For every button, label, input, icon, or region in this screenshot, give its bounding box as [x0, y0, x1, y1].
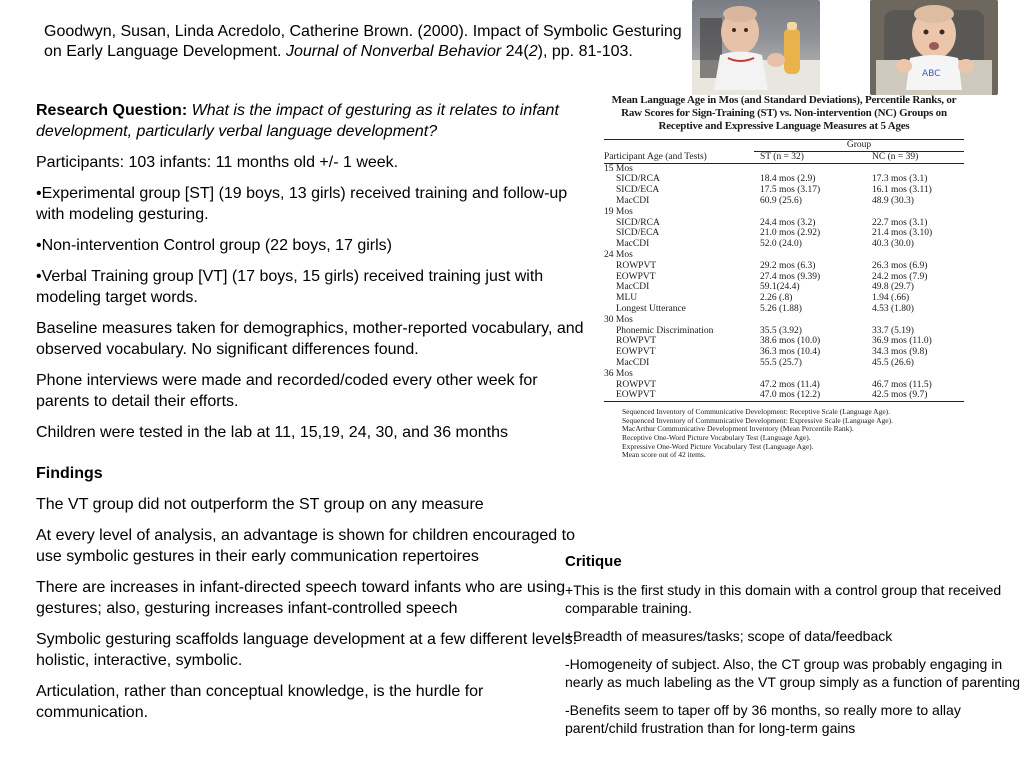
participants-text: Participants: 103 infants: 11 months old +/- 1 week. [36, 154, 399, 171]
nc-value: 45.5 (26.6) [872, 357, 914, 368]
critique-item: -Benefits seem to taper off by 36 months, so really more to allay parent/child frustration than for long-term gains [565, 702, 961, 736]
st-value: 55.5 (25.7) [760, 357, 802, 368]
table-row [604, 282, 964, 293]
table-row [604, 228, 964, 239]
table-row [604, 185, 964, 196]
st-value: 21.0 mos (2.92) [760, 228, 821, 239]
st-value: 5.26 (1.88) [760, 303, 802, 314]
col-header-st: ST (n = 32) [760, 151, 804, 162]
experimental-group-text: •Experimental group [ST] (19 boys, 13 girls) received training and follow-up with modeling gesturing. [36, 185, 568, 223]
measure-label: SICD/ECA [616, 228, 660, 239]
measure-label: EOWPVT [616, 390, 656, 401]
lab-testing-text: Children were tested in the lab at 11, 15,19, 24, 30, and 36 months [36, 424, 509, 441]
st-value: 35.5 (3.92) [760, 325, 802, 336]
st-value [754, 369, 872, 380]
measure-label: MacCDI [616, 195, 650, 206]
table-row [604, 358, 964, 369]
nc-value: 24.2 mos (7.9) [872, 271, 928, 282]
table-row [604, 369, 964, 380]
table-row [604, 347, 964, 358]
photo-infant-drinking [692, 0, 820, 95]
measure-label: Phonemic Discrimination [616, 325, 714, 336]
results-data-table [604, 139, 964, 402]
st-value: 60.9 (25.6) [760, 195, 802, 206]
nc-value: 33.7 (5.19) [872, 325, 914, 336]
table-body [604, 163, 964, 402]
table-row [604, 163, 964, 174]
nc-value: 49.8 (29.7) [872, 282, 914, 293]
footnote: MacArthur Communicative Development Inventory (Mean Percentile Rank). [622, 424, 854, 434]
infant-photo-left [692, 0, 820, 95]
group-header: Group [754, 140, 964, 152]
table-row [604, 390, 964, 401]
nc-value: 1.94 (.66) [872, 293, 910, 304]
research-question [36, 100, 588, 142]
st-value: 47.0 mos (12.2) [760, 390, 821, 401]
measure-label: SICD/RCA [616, 174, 660, 185]
st-value [754, 315, 872, 326]
st-value [754, 250, 872, 261]
research-question-text: What is the impact of gesturing as it relates to infant development, particularly verbal language development? [36, 102, 559, 140]
nc-value: 4.53 (1.80) [872, 303, 914, 314]
footnote: Sequenced Inventory of Communicative Development: Expressive Scale (Language Age). [622, 415, 893, 425]
age-group-label: 36 Mos [604, 368, 633, 379]
nc-value: 42.5 mos (9.7) [872, 390, 928, 401]
nc-value: 22.7 mos (3.1) [872, 217, 928, 228]
table-row [604, 304, 964, 315]
nc-value: 21.4 mos (3.10) [872, 228, 933, 239]
nc-value: 17.3 mos (3.1) [872, 174, 928, 185]
st-value: 27.4 mos (9.39) [760, 271, 821, 282]
col-header-nc: NC (n = 39) [872, 151, 919, 162]
measure-label: MacCDI [616, 282, 650, 293]
st-value: 52.0 (24.0) [760, 239, 802, 250]
nc-value: 16.1 mos (3.11) [872, 185, 932, 196]
st-value [754, 163, 872, 174]
research-question-label: Research Question: [36, 102, 192, 119]
nc-value: 40.3 (30.0) [872, 239, 914, 250]
nc-value: 36.9 mos (11.0) [872, 336, 932, 347]
measure-label: MacCDI [616, 239, 650, 250]
table-row [604, 336, 964, 347]
st-value: 36.3 mos (10.4) [760, 347, 821, 358]
critique-item: +This is the first study in this domain with a control group that received comparable training. [565, 582, 1002, 616]
phone-interviews-text: Phone interviews were made and recorded/coded every other week for parents to detail their efforts. [36, 372, 538, 410]
finding-item: Symbolic gesturing scaffolds language development at a few different levels: holistic, interactive, symbolic. [36, 631, 578, 669]
nc-value [872, 369, 964, 380]
citation-journal: Journal of Nonverbal Behavior [285, 43, 502, 60]
measure-label: MacCDI [616, 357, 650, 368]
age-group-label: 24 Mos [604, 249, 633, 260]
table-row [604, 315, 964, 326]
table-row [604, 272, 964, 283]
table-row [604, 261, 964, 272]
age-group-label: 15 Mos [604, 163, 633, 174]
table-row [604, 218, 964, 229]
table-row [604, 326, 964, 337]
critique-section [565, 553, 1020, 747]
results-table [598, 92, 970, 547]
table-row [604, 380, 964, 391]
measure-label: ROWPVT [616, 336, 657, 347]
st-value: 59.1(24.4) [760, 282, 800, 293]
measure-label: EOWPVT [616, 347, 656, 358]
summary-column [36, 100, 588, 733]
citation [44, 22, 694, 62]
age-group-label: 19 Mos [604, 206, 633, 217]
nc-value [872, 250, 964, 261]
measure-label: MLU [616, 293, 638, 304]
finding-item: At every level of analysis, an advantage is shown for children encouraged to use symbolic gestures in their early communication repertoires [36, 527, 575, 565]
table-row [604, 207, 964, 218]
st-value [754, 207, 872, 218]
nc-value [872, 207, 964, 218]
measure-label: SICD/ECA [616, 185, 660, 196]
baseline-text: Baseline measures taken for demographics, mother-reported vocabulary, and observed vocabulary. No significant differences found. [36, 320, 584, 358]
age-group-label: 30 Mos [604, 314, 633, 325]
table-footnotes [622, 408, 970, 460]
citation-pages: ), pp. 81-103. [537, 43, 633, 60]
table-title: Mean Language Age in Mos (and Standard Deviations), Percentile Ranks, or Raw Scores for Sign-Training (ST) vs. Non-intervention (NC) Groups on Receptive and Expressive Language Measures at 5 Ages [611, 94, 957, 132]
measure-label: SICD/RCA [616, 217, 660, 228]
table-row [604, 196, 964, 207]
citation-authors-title: Goodwyn, Susan, Linda Acredolo, Catherine Brown. (2000). Impact of Symbolic Gesturing on Early Language Development. [44, 23, 682, 60]
col-header-age: Participant Age (and Tests) [604, 151, 707, 162]
infant-photo-right [870, 0, 998, 95]
footnote: Sequenced Inventory of Communicative Development: Receptive Scale (Language Age). [622, 407, 891, 417]
table-row [604, 293, 964, 304]
photo-infant-in-highchair [870, 0, 998, 95]
st-value: 17.5 mos (3.17) [760, 185, 821, 196]
table-row [604, 250, 964, 261]
nc-value: 34.3 mos (9.8) [872, 347, 928, 358]
footnote: Expressive One-Word Picture Vocabulary Test (Language Age). [622, 441, 814, 451]
nc-value: 48.9 (30.3) [872, 195, 914, 206]
findings-heading: Findings [36, 465, 103, 482]
critique-item: +Breadth of measures/tasks; scope of data/feedback [565, 628, 893, 644]
footnote: Mean score out of 42 items. [622, 450, 706, 460]
finding-item: The VT group did not outperform the ST group on any measure [36, 496, 484, 513]
svg-text:ABC: ABC [922, 69, 941, 79]
citation-issue: 2 [528, 43, 538, 60]
nc-value: 26.3 mos (6.9) [872, 260, 928, 271]
st-value: 38.6 mos (10.0) [760, 336, 821, 347]
finding-item: Articulation, rather than conceptual knowledge, is the hurdle for communication. [36, 683, 484, 721]
control-group-text: •Non-intervention Control group (22 boys, 17 girls) [36, 237, 392, 254]
critique-item: -Homogeneity of subject. Also, the CT group was probably engaging in nearly as much labeling as the VT group simply as a function of parenting [565, 656, 1020, 690]
st-value: 47.2 mos (11.4) [760, 379, 820, 390]
table-row [604, 174, 964, 185]
footnote: Receptive One-Word Picture Vocabulary Test (Language Age). [622, 432, 811, 442]
st-value: 18.4 mos (2.9) [760, 174, 816, 185]
st-value: 24.4 mos (3.2) [760, 217, 816, 228]
table-row [604, 239, 964, 250]
citation-volume: 24( [501, 43, 529, 60]
nc-value: 46.7 mos (11.5) [872, 379, 932, 390]
measure-label: EOWPVT [616, 271, 656, 282]
critique-heading: Critique [565, 553, 622, 570]
nc-value [872, 163, 964, 174]
nc-value [872, 315, 964, 326]
measure-label: Longest Utterance [616, 303, 686, 314]
measure-label: ROWPVT [616, 260, 657, 271]
measure-label: ROWPVT [616, 379, 657, 390]
verbal-group-text: •Verbal Training group [VT] (17 boys, 15 girls) received training just with modeling target words. [36, 268, 544, 306]
st-value: 2.26 (.8) [760, 293, 793, 304]
st-value: 29.2 mos (6.3) [760, 260, 816, 271]
finding-item: There are increases in infant-directed speech toward infants who are using gestures; also, gesturing increases infant-controlled speech [36, 579, 566, 617]
